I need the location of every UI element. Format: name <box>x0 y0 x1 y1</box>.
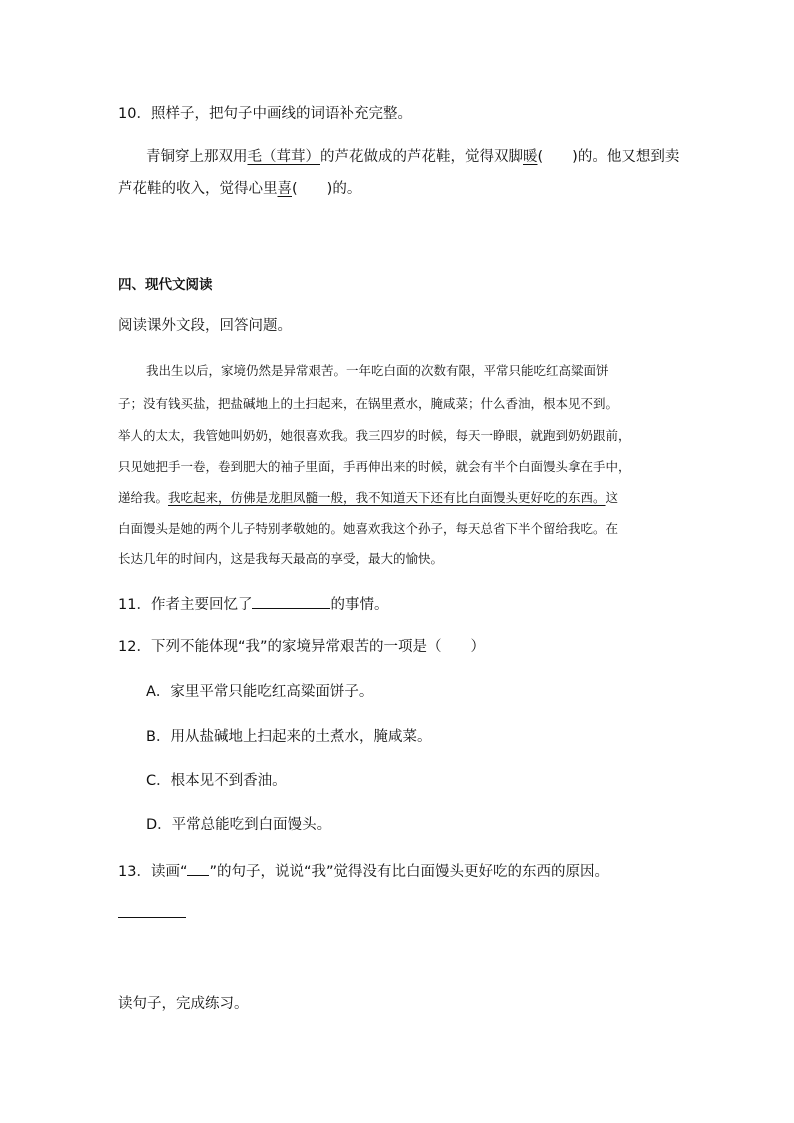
question-11-text: 的事情。 <box>330 597 389 613</box>
question-13 <box>118 861 609 882</box>
passage-line <box>118 488 618 508</box>
sentence-text: 青铜穿上那双用 <box>146 149 248 165</box>
answer-line[interactable] <box>118 917 186 918</box>
passage-line: 子；没有钱买盐，把盐碱地上的土扫起来，在锅里煮水，腌咸菜；什么香油，根本见不到。 <box>118 396 619 411</box>
passage-text: 递给我。 <box>118 490 169 505</box>
question-10-sentence-line-2 <box>118 179 361 199</box>
next-section-instruction: 读句子，完成练习。 <box>118 996 249 1012</box>
answer-blank[interactable] <box>252 594 330 609</box>
answer-blank-happy[interactable]: ( )的。 <box>292 181 362 197</box>
underlined-sentence: 我吃起来，仿佛是龙胆凤髓一般，我不知道天下还有比白面馒头更好吃的东西。 <box>168 490 606 505</box>
option-a[interactable]: A．家里平常只能吃红高粱面饼子。 <box>146 684 374 700</box>
question-10-prompt: 10．照样子，把句子中画线的词语补充完整。 <box>118 106 412 122</box>
passage-line: 只见她把手一卷，卷到肥大的袖子里面，手再伸出来的时候，就会有半个白面馒头拿在手中， <box>118 459 631 474</box>
question-11-text: 11．作者主要回忆了 <box>118 597 253 613</box>
passage-line: 我出生以后，家境仍然是异常艰苦。一年吃白面的次数有限，平常只能吃红高粱面饼 <box>146 363 609 378</box>
option-d[interactable]: D．平常总能吃到白面馒头。 <box>146 817 332 833</box>
question-13-text: 13．读画“ <box>118 864 188 880</box>
underlined-word-example: 毛（茸茸） <box>247 149 320 165</box>
section-heading: 四、现代文阅读 <box>118 277 213 293</box>
sentence-text: 的芦花做成的芦花鞋，觉得双脚 <box>320 149 523 165</box>
question-11 <box>118 594 388 615</box>
question-13-text: ”的句子，说说“我”觉得没有比白面馒头更好吃的东西的原因。 <box>209 864 610 880</box>
passage-text: 这 <box>605 490 619 505</box>
passage-line: 白面馒头是她的两个儿子特别孝敬她的。她喜欢我这个孙子，每天总省下半个留给我吃。在 <box>118 521 619 536</box>
underline-marker <box>187 861 209 876</box>
answer-blank-warm[interactable]: ( )的。他又想到卖 <box>537 149 680 165</box>
underlined-word-warm: 暖 <box>523 149 538 165</box>
passage-line: 举人的太太，我管她叫奶奶，她很喜欢我。我三四岁的时候，每天一睁眼，就跑到奶奶跟前， <box>118 428 631 443</box>
section-instruction: 阅读课外文段，回答问题。 <box>118 318 292 334</box>
passage-line: 长达几年的时间内，这是我每天最高的享受，最大的愉快。 <box>118 551 444 566</box>
sentence-text: 芦花鞋的收入，觉得心里 <box>118 181 278 197</box>
option-b[interactable]: B．用从盐碱地上扫起来的土煮水，腌咸菜。 <box>146 729 432 745</box>
option-c[interactable]: C．根本见不到香油。 <box>146 773 287 789</box>
question-10-sentence-line-1 <box>146 147 679 167</box>
question-12-prompt: 12．下列不能体现“我”的家境异常艰苦的一项是（ ） <box>118 639 485 655</box>
underlined-word-happy: 喜 <box>277 181 292 197</box>
